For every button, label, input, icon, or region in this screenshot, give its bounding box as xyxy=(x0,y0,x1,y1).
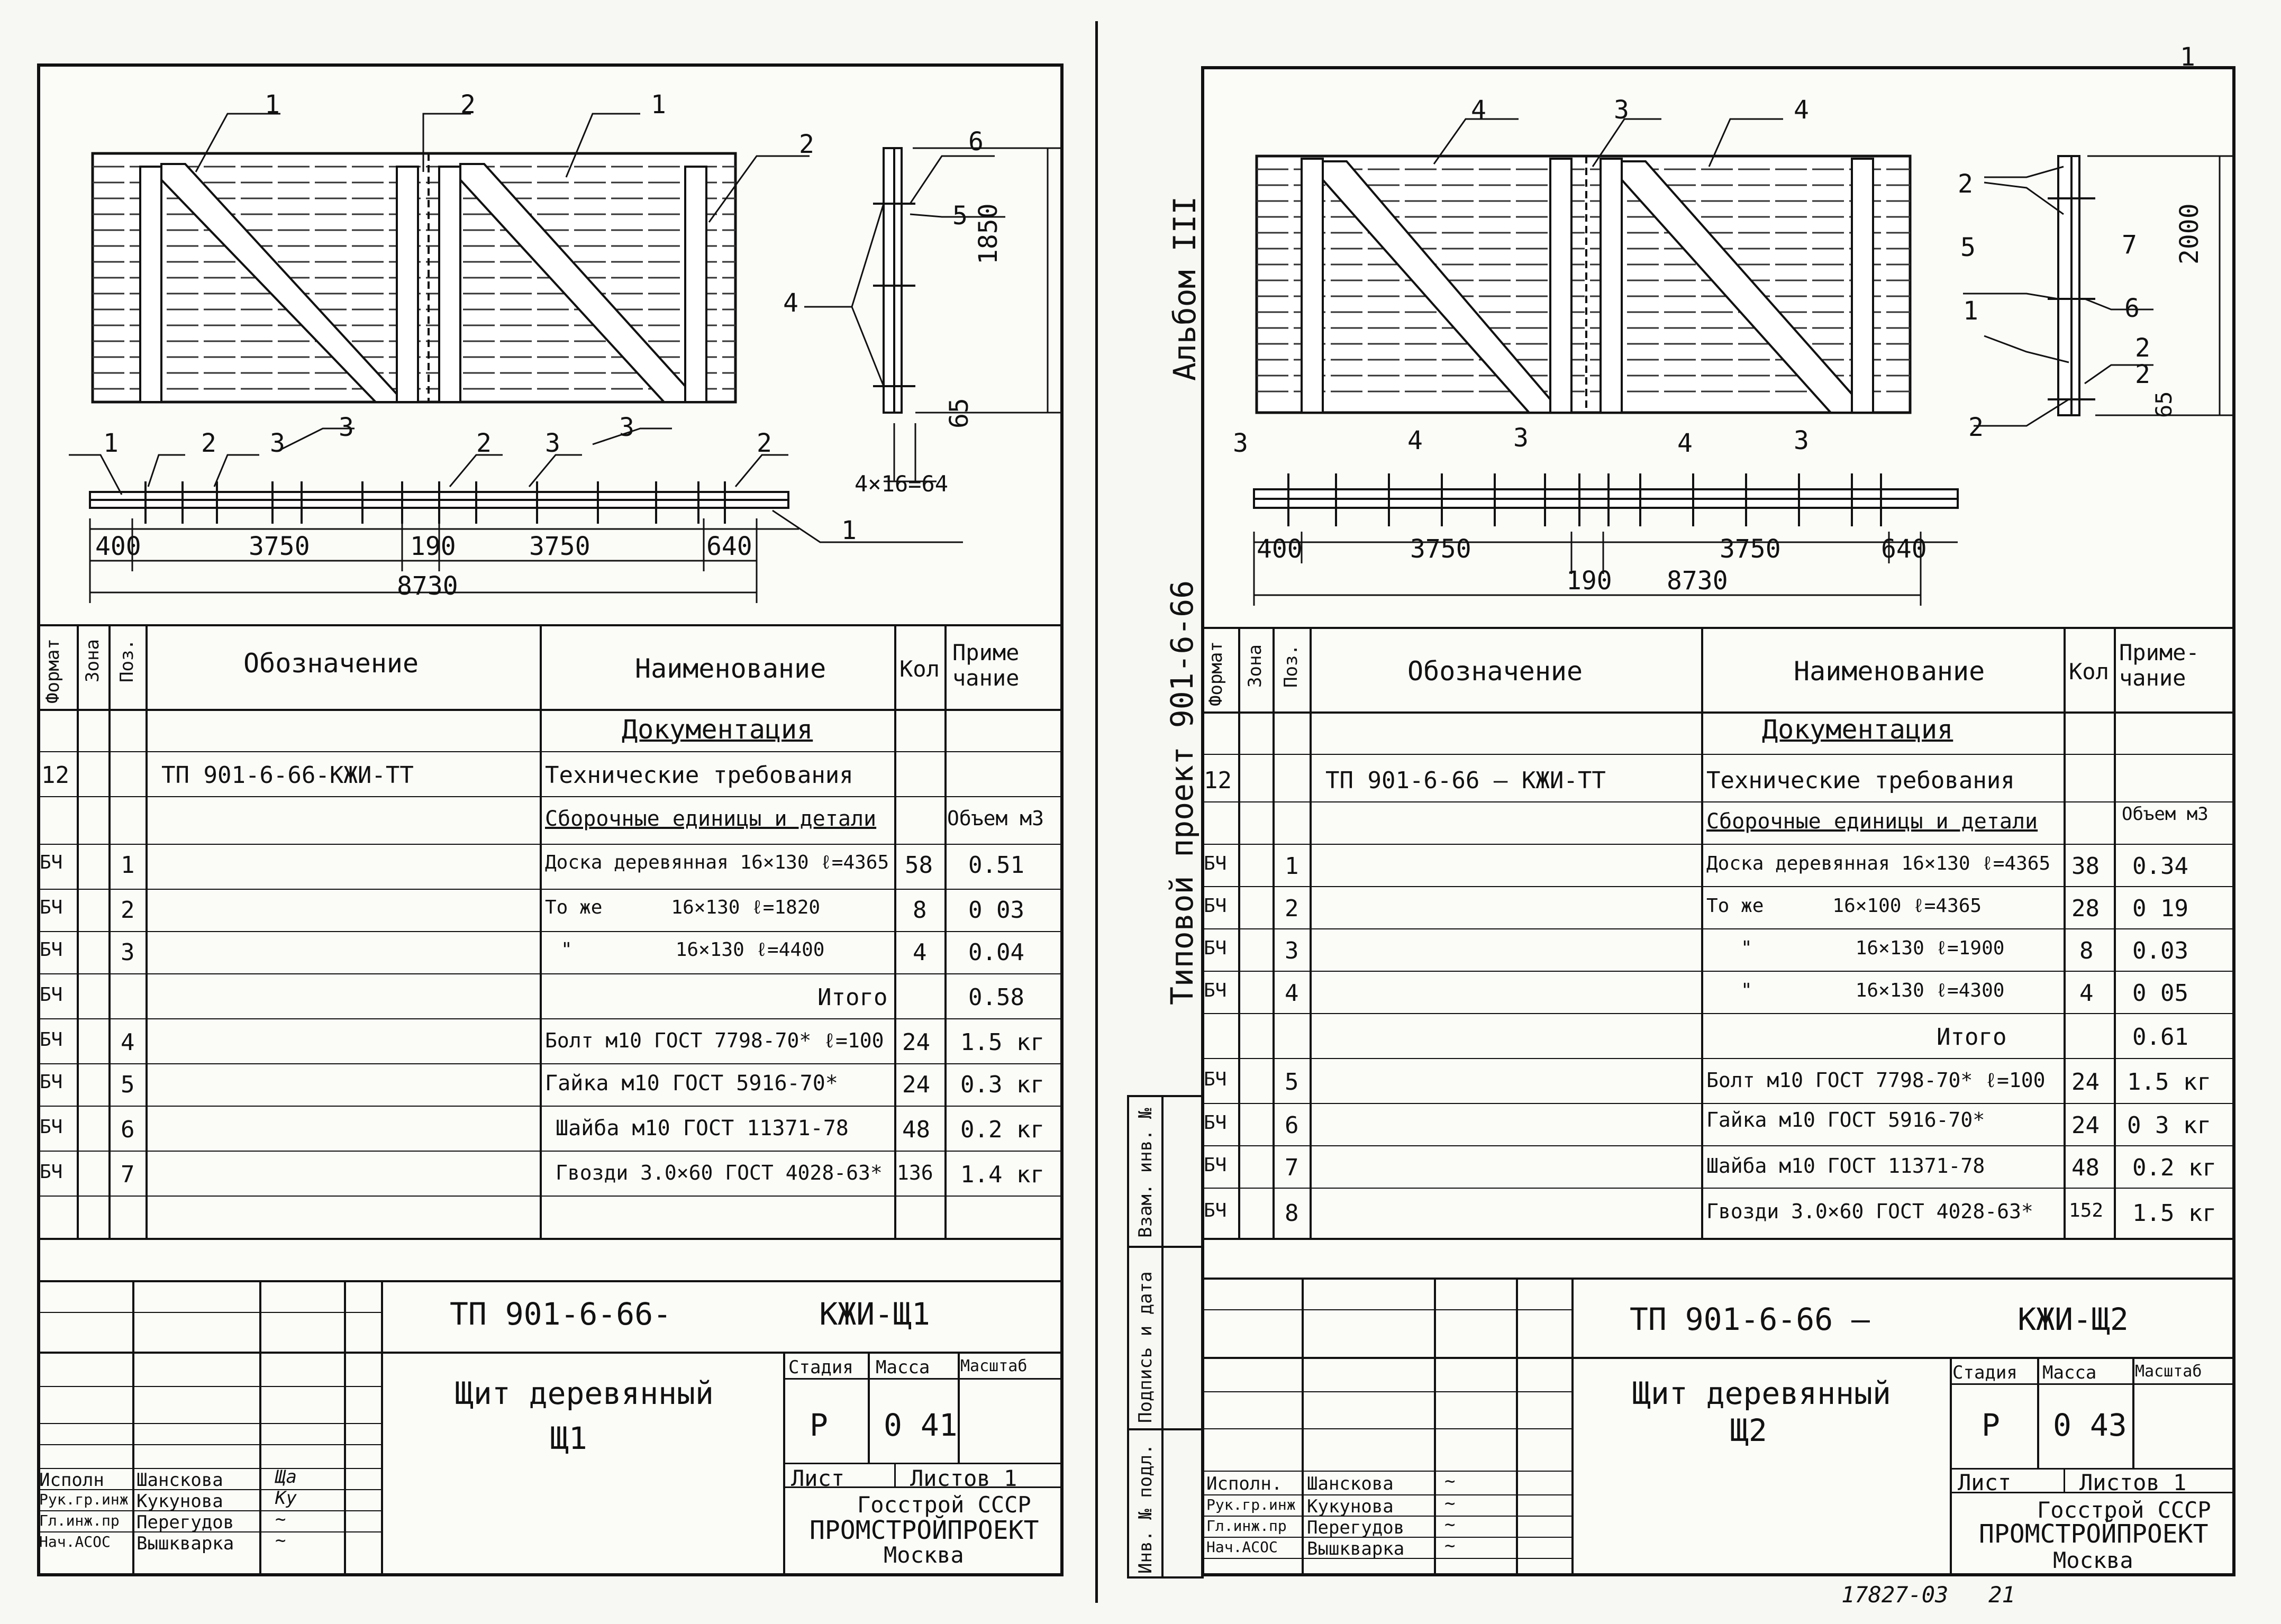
table-row-note: 0.03 xyxy=(2132,937,2188,964)
right-callout-side-5: 5 xyxy=(1960,233,1976,262)
table-row-note: 0 03 xyxy=(968,897,1024,924)
right-stamp-title2: Щ2 xyxy=(1730,1412,1767,1448)
table-row-note: 0.61 xyxy=(2132,1024,2188,1051)
left-header-designation: Обозначение xyxy=(243,648,419,679)
left-header-note: Приме чание xyxy=(952,640,1020,691)
table-row-qty: 152 xyxy=(2069,1200,2104,1221)
left-stamp-org2: ПРОМСТРОЙПРОЕКТ xyxy=(810,1516,1039,1545)
right-callout-plan-4a: 4 xyxy=(1407,426,1423,455)
left-stamp-sign-2: ~ xyxy=(275,1509,286,1530)
right-callout-side-2b: 2 xyxy=(1968,413,1984,442)
left-stamp-name-1: Кукунова xyxy=(137,1491,223,1512)
right-callout-side-7: 7 xyxy=(2122,230,2137,260)
right-stamp-mass: 0 43 xyxy=(2053,1407,2127,1443)
right-stamp-org2: ПРОМСТРОЙПРОЕКТ xyxy=(1979,1519,2209,1549)
left-callout-plan-1: 1 xyxy=(103,428,119,458)
right-callout-side-1: 1 xyxy=(1963,296,1978,326)
table-row-note: 0.58 xyxy=(968,984,1024,1011)
right-stamp-scale-label: Масштаб xyxy=(2135,1362,2202,1381)
table-row-qty: 8 xyxy=(913,897,927,924)
table-row-format: БЧ xyxy=(1204,1112,1227,1134)
left-stamp-title2: Щ1 xyxy=(550,1420,587,1456)
table-row-note: 0.3 кг xyxy=(960,1071,1044,1098)
right-stamp-mass-label: Масса xyxy=(2042,1362,2097,1383)
table-row-note: 0.51 xyxy=(968,852,1024,879)
table-row-note: 1.5 кг xyxy=(960,1029,1044,1056)
right-header-note: Приме-чание xyxy=(2119,640,2200,691)
right-callout-plan-3a: 3 xyxy=(1233,428,1248,458)
left-stamp-name-2: Перегудов xyxy=(137,1512,234,1533)
table-row-format: БЧ xyxy=(1204,895,1227,917)
right-dim-plan-640: 640 xyxy=(1881,534,1927,564)
right-stamp-sign-0: ~ xyxy=(1444,1471,1456,1492)
right-drawing xyxy=(1201,66,2235,627)
right-stamp-sheets-label: Листов 1 xyxy=(2079,1470,2187,1495)
table-row-pos: 2 xyxy=(1285,895,1299,922)
right-stamp-stage: Р xyxy=(1982,1407,2000,1443)
table-row-name: Гвозди 3.0×60 ГОСТ 4028-63* xyxy=(556,1161,883,1184)
table-row-format: БЧ xyxy=(1204,1069,1227,1090)
right-dim-plan-3750a: 3750 xyxy=(1410,534,1471,564)
left-stamp-role-3: Нач.АСОС xyxy=(39,1533,111,1550)
left-dim-plan-3750b: 3750 xyxy=(529,532,590,561)
right-dim-plan-400: 400 xyxy=(1257,534,1303,564)
right-dim-mid: 190 xyxy=(1566,566,1612,596)
left-stamp-mass: 0 41 xyxy=(884,1407,958,1443)
right-callout-top-4b: 4 xyxy=(1794,95,1809,125)
left-stamp-sign-1: Ку xyxy=(275,1488,297,1509)
table-row-name: Доска деревянная 16×130 ℓ=4365 xyxy=(545,852,889,873)
left-dim-total: 8730 xyxy=(397,571,458,601)
table-row-format: БЧ xyxy=(1204,980,1227,1001)
right-side-strip-line xyxy=(1161,1095,1164,1576)
table-row-name: Технические требования xyxy=(1706,767,2015,794)
table-row-name: Шайба м10 ГОСТ 11371-78 xyxy=(556,1116,849,1141)
left-dim-sidebottom: 4×16=64 xyxy=(855,471,949,497)
right-callout-plan-4b: 4 xyxy=(1677,428,1693,458)
right-section-doc: Документация xyxy=(1762,714,1953,745)
left-stamp-role-0: Исполн xyxy=(39,1470,104,1491)
table-row-format: БЧ xyxy=(40,939,63,961)
left-stamp-org3: Москва xyxy=(884,1542,964,1568)
right-callout-plan-3c: 3 xyxy=(1794,426,1809,455)
table-row-name: Гайка м10 ГОСТ 5916-70* xyxy=(545,1071,838,1096)
left-stamp-title1: Щит деревянный xyxy=(455,1375,714,1411)
right-stamp-role-3: Нач.АСОС xyxy=(1206,1538,1278,1556)
table-row-qty: 24 xyxy=(2071,1069,2100,1096)
table-row-note: 0.2 кг xyxy=(2132,1154,2216,1181)
right-callout-top-4a: 4 xyxy=(1471,95,1486,125)
left-callout-mid-3a: 3 xyxy=(339,413,354,442)
left-stamp-sheet-label: Лист xyxy=(791,1465,845,1491)
table-row-qty: 48 xyxy=(2071,1154,2100,1181)
left-header-name: Наименование xyxy=(635,653,826,684)
table-row-qty: 24 xyxy=(2071,1112,2100,1139)
table-row-designation: ТП 901-6-66-КЖИ-ТТ xyxy=(161,762,414,789)
left-callout-plan-3: 3 xyxy=(270,428,285,458)
left-stamp-sign-3: ~ xyxy=(275,1530,286,1551)
table-row-pos: 4 xyxy=(1285,980,1299,1007)
table-row-name: Технические требования xyxy=(545,762,853,789)
table-row-format: 12 xyxy=(1204,767,1232,794)
table-row-note: Объем м3 xyxy=(947,807,1044,830)
right-dim-total: 8730 xyxy=(1667,566,1728,596)
table-row-name: Болт м10 ГОСТ 7798-70* ℓ=100 xyxy=(545,1029,884,1052)
right-callout-side-6: 6 xyxy=(2124,294,2140,323)
right-dim-plan-3750b: 3750 xyxy=(1720,534,1781,564)
right-stamp-sign-1: ~ xyxy=(1444,1493,1456,1514)
table-row-note: 0 3 кг xyxy=(2127,1112,2211,1139)
left-dim-plan-190: 190 xyxy=(410,532,456,561)
table-row-pos: 6 xyxy=(121,1116,135,1143)
left-stamp-stage-label: Стадия xyxy=(788,1357,853,1378)
table-row-name: То же 16×130 ℓ=1820 xyxy=(545,897,821,918)
table-row-note: 0 19 xyxy=(2132,895,2188,922)
table-row-qty: 136 xyxy=(897,1161,933,1184)
left-stamp-code: ТП 901-6-66- КЖИ-Щ1 xyxy=(450,1296,930,1332)
right-stamp-role-1: Рук.гр.инж xyxy=(1206,1496,1296,1513)
table-row-note: 1.5 кг xyxy=(2132,1200,2216,1227)
table-row-pos: 3 xyxy=(121,939,135,966)
table-row-qty: 38 xyxy=(2071,853,2100,880)
left-section-doc: Документация xyxy=(622,714,813,745)
right-header-designation: Обозначение xyxy=(1407,656,1583,687)
right-side-inv: Инв. № подл. xyxy=(1135,1444,1156,1574)
table-row-note: 0.2 кг xyxy=(960,1116,1044,1143)
right-stamp-org1: Госстрой СССР xyxy=(2037,1497,2211,1523)
right-callout-plan-3b: 3 xyxy=(1513,423,1529,453)
left-header-pos: Поз. xyxy=(116,639,138,682)
left-stamp-role-2: Гл.инж.пр xyxy=(39,1512,120,1529)
left-callout-top-4: 2 xyxy=(799,130,814,159)
table-row-pos: 8 xyxy=(1285,1200,1299,1227)
table-row-name: Гайка м10 ГОСТ 5916-70* xyxy=(1706,1108,1985,1132)
left-callout-plan-2: 2 xyxy=(201,428,216,458)
right-side-project: Типовой проект 901-6-66 xyxy=(1164,580,1200,1005)
right-sheet-number: 1 xyxy=(2180,42,2195,72)
right-footer-code: 17827-03 21 xyxy=(1841,1582,2015,1608)
left-callout-top-2: 2 xyxy=(460,90,476,120)
table-row-format: БЧ xyxy=(40,1071,63,1093)
right-header-name: Наименование xyxy=(1794,656,1985,687)
left-stamp-sign-0: Щa xyxy=(275,1466,297,1488)
table-row-name: То же 16×100 ℓ=4365 xyxy=(1706,895,1982,917)
table-row-note: 0.04 xyxy=(968,939,1024,966)
table-row-name: " 16×130 ℓ=4300 xyxy=(1741,980,2005,1001)
table-row-qty: 4 xyxy=(913,939,927,966)
left-dim-plan-640: 640 xyxy=(706,532,752,561)
right-callout-top-3: 3 xyxy=(1614,95,1629,125)
left-callout-plan-2b: 2 xyxy=(476,428,492,458)
right-stamp-name-0: Шанскова xyxy=(1307,1473,1394,1494)
table-row-qty: 4 xyxy=(2079,980,2094,1007)
left-header-qty: Кол xyxy=(899,656,940,682)
left-stamp-scale-label: Масштаб xyxy=(960,1357,1028,1375)
right-header-pos: Поз. xyxy=(1280,644,1302,688)
table-row-designation: ТП 901-6-66 – КЖИ-ТТ xyxy=(1325,767,1606,794)
table-row-qty: 8 xyxy=(2079,937,2094,964)
table-row-name: Итого xyxy=(1937,1024,2007,1051)
left-table-top xyxy=(37,624,1064,626)
table-row-qty: 24 xyxy=(902,1029,930,1056)
left-dim-small: 65 xyxy=(944,398,974,428)
table-row-pos: 5 xyxy=(121,1071,135,1098)
right-stamp-name-2: Перегудов xyxy=(1307,1517,1405,1538)
right-side-album: Альбом III xyxy=(1167,196,1203,381)
table-row-format: БЧ xyxy=(1204,1154,1227,1176)
table-row-qty: 48 xyxy=(902,1116,930,1143)
right-header-format: Формат xyxy=(1205,641,1226,706)
left-stamp-role-1: Рук.гр.инж xyxy=(39,1491,129,1508)
right-side-sign-date: Подпись и дата xyxy=(1135,1271,1156,1423)
left-callout-mid-3b: 3 xyxy=(619,413,634,442)
table-row-format: БЧ xyxy=(40,1029,63,1051)
table-row-format: БЧ xyxy=(1204,1200,1227,1221)
fold-line xyxy=(1095,21,1098,1603)
table-row-pos: 4 xyxy=(121,1029,135,1056)
table-row-name: Гвозди 3.0×60 ГОСТ 4028-63* xyxy=(1706,1200,2033,1223)
left-stamp-mass-label: Масса xyxy=(876,1357,930,1378)
table-row-format: БЧ xyxy=(1204,937,1227,959)
right-stamp-name-1: Кукунова xyxy=(1307,1496,1394,1517)
table-row-format: БЧ xyxy=(40,984,63,1006)
table-row-pos: 3 xyxy=(1285,937,1299,964)
table-row-note: 1.5 кг xyxy=(2127,1069,2211,1096)
right-stamp-name-3: Вышкварка xyxy=(1307,1538,1405,1559)
left-stamp-sheets-label: Листов 1 xyxy=(910,1465,1017,1491)
table-row-note: 0.34 xyxy=(2132,853,2188,880)
table-row-pos: 1 xyxy=(1285,853,1299,880)
left-stamp-name-3: Вышкварка xyxy=(137,1533,234,1554)
right-stamp-title1: Щит деревянный xyxy=(1632,1375,1891,1411)
right-dim-small: 65 xyxy=(2151,391,2177,418)
right-callout-side-2c: 2 xyxy=(2135,333,2150,363)
right-stamp-sheet-label: Лист xyxy=(1958,1470,2012,1495)
left-callout-side-4: 4 xyxy=(783,288,798,318)
right-header-qty: Кол xyxy=(2069,659,2109,685)
table-row-note: 0 05 xyxy=(2132,980,2188,1007)
table-row-pos: 5 xyxy=(1285,1069,1299,1096)
left-stamp-org1: Госстрой СССР xyxy=(857,1492,1031,1518)
table-row-name: Доска деревянная 16×130 ℓ=4365 xyxy=(1706,853,2051,874)
right-stamp-sign-3: ~ xyxy=(1444,1535,1456,1556)
table-row-name: Итого xyxy=(817,984,888,1011)
right-stamp-role-2: Гл.инж.пр xyxy=(1206,1517,1287,1535)
right-side-replace: Взам. инв. № xyxy=(1135,1108,1156,1238)
table-row-note: Объем м3 xyxy=(2122,804,2209,825)
right-stamp-code: ТП 901-6-66 – КЖИ-Щ2 xyxy=(1630,1301,2129,1337)
table-row-pos: 7 xyxy=(121,1161,135,1188)
table-row-pos: 1 xyxy=(121,852,135,879)
table-row-name: " 16×130 ℓ=1900 xyxy=(1741,937,2005,959)
table-row-qty: 24 xyxy=(902,1071,930,1098)
table-row-name: Болт м10 ГОСТ 7798-70* ℓ=100 xyxy=(1706,1069,2046,1092)
table-row-format: БЧ xyxy=(1204,853,1227,874)
left-stamp-name-0: Шанскова xyxy=(137,1470,223,1491)
right-callout-side-2a: 2 xyxy=(1958,169,1973,199)
table-row-name: Сборочные единицы и детали xyxy=(1706,809,2038,834)
table-row-format: 12 xyxy=(41,762,69,789)
table-row-format: БЧ xyxy=(40,852,63,873)
table-row-name: Сборочные единицы и детали xyxy=(545,807,877,831)
right-dim-height: 2000 xyxy=(2175,203,2204,264)
table-row-pos: 2 xyxy=(121,897,135,924)
left-callout-side-6: 6 xyxy=(968,127,984,157)
table-row-format: БЧ xyxy=(40,897,63,918)
right-stamp-stage-label: Стадия xyxy=(1952,1362,2018,1383)
table-row-name: " 16×130 ℓ=4400 xyxy=(561,939,825,961)
left-dim-height: 1850 xyxy=(974,203,1003,264)
left-callout-top-1: 1 xyxy=(265,90,280,120)
table-row-format: БЧ xyxy=(40,1161,63,1183)
table-row-qty: 58 xyxy=(905,852,933,879)
left-dim-plan-3750a: 3750 xyxy=(249,532,310,561)
table-row-format: БЧ xyxy=(40,1116,63,1138)
table-row-pos: 6 xyxy=(1285,1112,1299,1139)
right-stamp-org3: Москва xyxy=(2053,1547,2133,1573)
right-stamp-sign-2: ~ xyxy=(1444,1514,1456,1535)
left-callout-side-5: 5 xyxy=(952,201,968,231)
left-dim-plan-400: 400 xyxy=(95,532,141,561)
left-header-zone: Зона xyxy=(82,639,103,682)
right-stamp-role-0: Исполн. xyxy=(1206,1473,1283,1494)
left-callout-top-3: 1 xyxy=(651,90,666,120)
left-callout-plan-2c: 2 xyxy=(757,428,772,458)
table-row-name: Шайба м10 ГОСТ 11371-78 xyxy=(1706,1154,1985,1178)
left-callout-plan-bottom-1: 1 xyxy=(841,516,857,545)
right-header-zone: Зона xyxy=(1244,644,1266,688)
table-row-pos: 7 xyxy=(1285,1154,1299,1181)
left-header-format: Формат xyxy=(42,638,63,704)
table-row-note: 1.4 кг xyxy=(960,1161,1044,1188)
table-row-qty: 28 xyxy=(2071,895,2100,922)
left-callout-plan-3b: 3 xyxy=(545,428,560,458)
left-stamp-stage: Р xyxy=(810,1407,828,1443)
right-callout-side-2d: 2 xyxy=(2135,360,2150,389)
